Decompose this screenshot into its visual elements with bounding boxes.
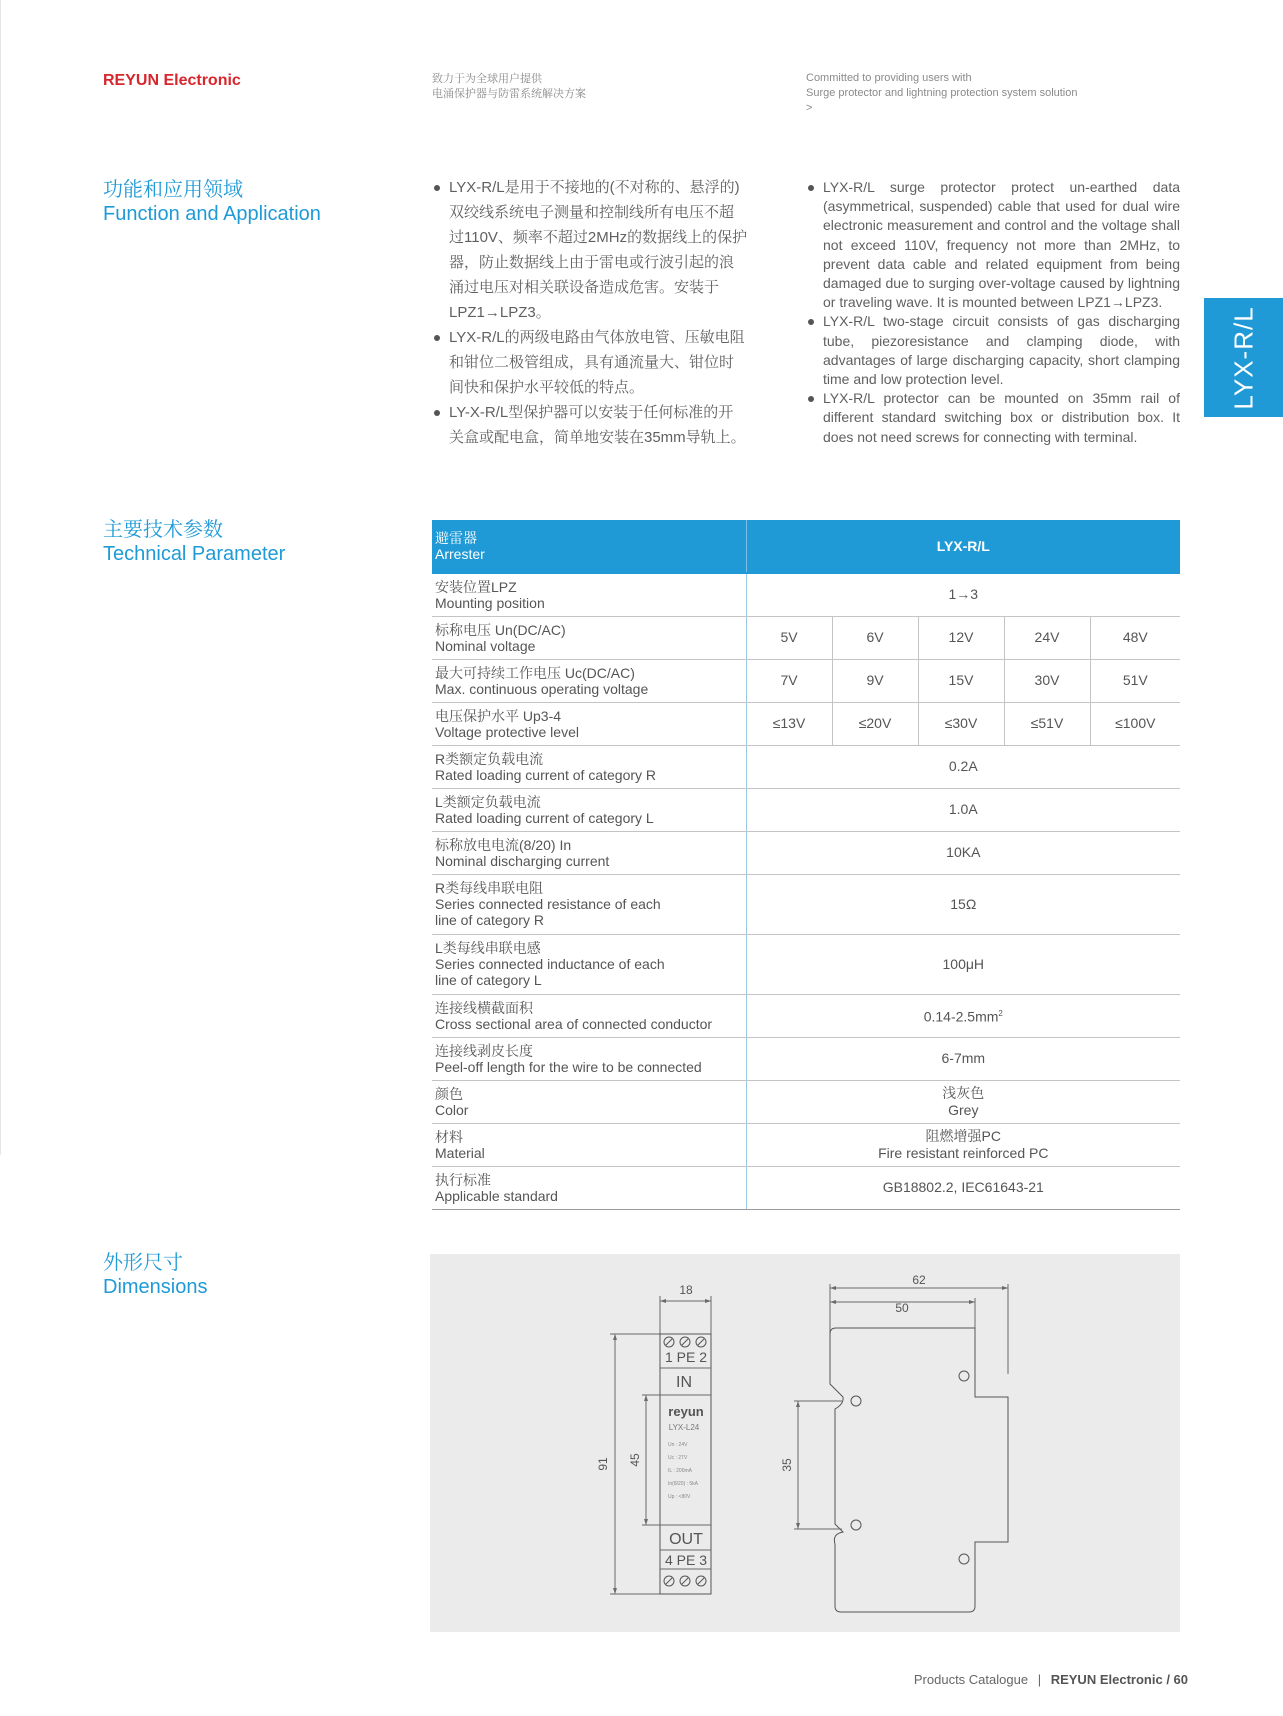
row-label <box>432 1037 746 1080</box>
technical-title-cn: 主要技术参数 <box>103 519 223 541</box>
row-value: 24V <box>1004 616 1090 659</box>
row-value: ≤51V <box>1004 702 1090 745</box>
top-screws <box>664 1337 706 1347</box>
row-label-cn: 连接线横截面积 <box>435 999 533 1016</box>
row-value: 10KA <box>746 831 1180 874</box>
side-hole <box>959 1371 969 1381</box>
side-tab-label: LYX-R/L <box>1228 305 1258 410</box>
row-label-en: Peel-off length for the wire to be connected <box>435 1058 702 1075</box>
row-value: ≤20V <box>832 702 918 745</box>
header-model: LYX-R/L <box>746 520 1180 573</box>
row-label <box>432 831 746 874</box>
row-label <box>432 874 746 934</box>
front-model: LYX-L24 <box>668 1423 700 1432</box>
front-spec: Uc : 27V <box>668 1455 688 1461</box>
row-label-cn: 连接线剥皮长度 <box>435 1042 533 1059</box>
dimension-drawing <box>430 1254 1180 1632</box>
row-label-en: Cross sectional area of connected conductor <box>435 1015 713 1032</box>
row-value <box>746 1080 1180 1123</box>
tagline-cn <box>432 72 586 102</box>
function-bullets-cn <box>432 175 748 450</box>
tagline-en <box>806 71 1078 116</box>
row-value-en: Fire resistant reinforced PC <box>878 1144 1049 1161</box>
table-row <box>432 994 1180 1037</box>
row-label-en: Material <box>435 1144 485 1161</box>
table-row <box>432 874 1180 934</box>
row-label-en: Color <box>435 1101 469 1118</box>
tagline-en-line: Committed to providing users with <box>806 72 972 84</box>
row-label-en: Nominal voltage <box>435 637 536 654</box>
row-label-en: Rated loading current of category L <box>435 809 654 826</box>
row-value <box>746 1123 1180 1166</box>
row-label-en: Voltage protective level <box>435 723 579 740</box>
dim-side-rail: 35 <box>780 1458 794 1472</box>
row-value: 100μH <box>746 934 1180 994</box>
dim-side-outer: 62 <box>912 1273 926 1287</box>
row-label-en: Nominal discharging current <box>435 852 610 869</box>
dimension-drawing-panel <box>430 1254 1180 1632</box>
row-label <box>432 1080 746 1123</box>
header-label-en: Arrester <box>435 546 485 562</box>
row-value: 5V <box>746 616 832 659</box>
front-top-label: IN <box>676 1374 692 1391</box>
row-label <box>432 573 746 616</box>
row-label-en: Applicable standard <box>435 1187 558 1204</box>
dimensions-title-cn: 外形尺寸 <box>103 1252 183 1274</box>
function-bullet-cn: LYX-R/L是用于不接地的(不对称的、悬浮的)双绞线系统电子测量和控制线所有电压不超过110V、频率不超过2MHz的数据线上的保护器，防止数据线上由于雷电或行波引起的浪涌过电压对相关联设备造成危害。安装于LPZ1→LPZ3。 <box>432 175 748 325</box>
table-header-row <box>432 520 1180 573</box>
front-top-terminals: 1 PE 2 <box>664 1349 708 1365</box>
row-label <box>432 745 746 788</box>
table-row <box>432 659 1180 702</box>
row-label <box>432 934 746 994</box>
front-bottom-label: OUT <box>669 1531 703 1548</box>
front-spec: IL : 200mA <box>668 1468 692 1474</box>
front-spec: Up : <80V <box>668 1494 691 1500</box>
row-label <box>432 1166 746 1209</box>
header-label-cn: 避雷器 <box>435 530 477 546</box>
row-label-en: Series connected inductance of each <box>435 956 665 972</box>
row-label-cn: R类额定负载电流 <box>435 750 544 767</box>
tagline-cn-line: 致力于为全球用户提供 <box>432 73 542 85</box>
row-label <box>432 702 746 745</box>
table-row <box>432 934 1180 994</box>
footer-separator: | <box>1037 1672 1042 1687</box>
bottom-screws <box>664 1576 706 1586</box>
row-label-cn: L类每线串联电感 <box>435 940 541 956</box>
front-bottom-terminals: 4 PE 3 <box>664 1552 708 1568</box>
row-value: GB18802.2, IEC61643-21 <box>746 1166 1180 1209</box>
row-value <box>746 994 1180 1037</box>
dim-front-width: 18 <box>679 1283 693 1297</box>
footer-page-number: / 60 <box>1166 1672 1188 1687</box>
page-edge-rule <box>0 0 1 1155</box>
tagline-cn-line: 电涌保护器与防雷系统解决方案 <box>432 88 586 100</box>
row-label-en: Max. continuous operating voltage <box>435 680 649 697</box>
row-label <box>432 659 746 702</box>
dimensions-title-en: Dimensions <box>103 1276 208 1298</box>
front-spec: In(8/20) : 5kA <box>668 1481 699 1487</box>
row-value: 1→3 <box>746 573 1180 616</box>
row-label-en: Rated loading current of category R <box>435 766 657 783</box>
side-hole <box>851 1520 861 1530</box>
footer-catalogue: Products Catalogue <box>913 1672 1029 1687</box>
row-value-sup: 2 <box>998 1009 1003 1019</box>
function-bullet-cn: LYX-R/L的两级电路由气体放电管、压敏电阻和钳位二极管组成，具有通流量大、钳位时间快和保护水平较低的特点。 <box>432 325 748 400</box>
row-value: 7V <box>746 659 832 702</box>
row-value: 1.0A <box>746 788 1180 831</box>
table-row <box>432 1166 1180 1209</box>
tagline-en-line: Surge protector and lightning protection system solution <box>806 87 1078 99</box>
side-hole <box>851 1396 861 1406</box>
function-bullet-en: LYX-R/L two-stage circuit consists of gas discharging tube, piezoresistance and clamping diode, with advantages of large discharging capacity, short clamping time and low protection level. <box>806 312 1180 389</box>
row-label <box>432 788 746 831</box>
side-view <box>780 1273 1008 1612</box>
function-bullet-en: LYX-R/L surge protector protect un-earthed data (asymmetrical, suspended) cable that used for dual wire electronic measurement and control and the voltage shall not exceed 110V, frequency not more than 2MHz, to prevent data cable and related equipment from being damaged due to surging over-voltage caused by lightning or traveling wave. It is mounted between LPZ1→LPZ3. <box>806 178 1180 312</box>
dim-front-inner: 45 <box>628 1453 642 1467</box>
row-label-cn: 执行标准 <box>435 1171 491 1188</box>
function-title-cn: 功能和应用领域 <box>103 179 243 201</box>
row-value: 6-7mm <box>746 1037 1180 1080</box>
front-logo: reyun <box>668 1404 704 1419</box>
row-label <box>432 1123 746 1166</box>
function-bullet-cn: LY-X-R/L型保护器可以安装于任何标准的开关盒或配电盒，简单地安装在35mm导轨上。 <box>432 400 748 450</box>
row-value: ≤30V <box>918 702 1004 745</box>
row-value: 0.2A <box>746 745 1180 788</box>
row-value-cn: 浅灰色 <box>942 1084 985 1101</box>
row-value: 15Ω <box>746 874 1180 934</box>
side-tab <box>1204 298 1283 417</box>
row-label-cn: 材料 <box>435 1128 463 1145</box>
row-value: 30V <box>1004 659 1090 702</box>
technical-section-title <box>103 518 285 566</box>
table-row <box>432 788 1180 831</box>
row-label-en: Mounting position <box>435 594 545 611</box>
row-label-cn: 颜色 <box>435 1085 463 1102</box>
row-value-en: Grey <box>948 1101 979 1118</box>
table-row <box>432 831 1180 874</box>
header-label-cell <box>432 520 746 573</box>
dim-front-height: 91 <box>596 1457 610 1471</box>
front-spec: Un : 24V <box>668 1442 688 1448</box>
function-bullet-en: LYX-R/L protector can be mounted on 35mm rail of different standard switching box or distribution box. It does not need screws for connecting with terminal. <box>806 389 1180 447</box>
function-section-title <box>103 178 321 226</box>
function-bullets-en <box>806 178 1180 447</box>
side-hole <box>959 1554 969 1564</box>
parameter-table <box>432 520 1180 1210</box>
dim-side-inner: 50 <box>895 1301 909 1315</box>
row-label <box>432 616 746 659</box>
row-label-cn: 标称放电电流(8/20) In <box>435 836 572 853</box>
row-value: ≤13V <box>746 702 832 745</box>
technical-title-en: Technical Parameter <box>103 543 286 565</box>
table-row <box>432 745 1180 788</box>
dimensions-section-title <box>103 1251 207 1299</box>
table-row <box>432 1080 1180 1123</box>
table-row <box>432 573 1180 616</box>
row-label-cn: R类每线串联电阻 <box>435 880 544 896</box>
brand-name: REYUN Electronic <box>103 72 241 89</box>
row-value: 48V <box>1090 616 1180 659</box>
footer-brand: REYUN Electronic <box>1050 1672 1163 1687</box>
table-row <box>432 1037 1180 1080</box>
row-label-en: line of category L <box>435 972 542 988</box>
tagline-en-arrow: > <box>806 102 813 114</box>
row-value: ≤100V <box>1090 702 1180 745</box>
row-label-cn: L类额定负载电流 <box>435 793 541 810</box>
front-view <box>596 1283 711 1594</box>
page-footer <box>914 1672 1188 1687</box>
row-label <box>432 994 746 1037</box>
row-value: 9V <box>832 659 918 702</box>
function-title-en: Function and Application <box>103 203 321 225</box>
row-value: 6V <box>832 616 918 659</box>
row-label-en: line of category R <box>435 912 544 928</box>
row-label-cn: 安装位置LPZ <box>435 578 517 595</box>
table-row <box>432 1123 1180 1166</box>
row-value: 12V <box>918 616 1004 659</box>
table-row <box>432 616 1180 659</box>
table-row <box>432 702 1180 745</box>
row-value: 51V <box>1090 659 1180 702</box>
row-value-cn: 阻燃增强PC <box>925 1127 1001 1144</box>
row-label-en: Series connected resistance of each <box>435 896 661 912</box>
row-value: 15V <box>918 659 1004 702</box>
row-label-cn: 电压保护水平 Up3-4 <box>435 707 562 724</box>
row-label-cn: 标称电压 Un(DC/AC) <box>435 621 566 638</box>
row-label-cn: 最大可持续工作电压 Uc(DC/AC) <box>435 664 635 681</box>
row-value-text: 0.14-2.5mm <box>923 1008 999 1025</box>
